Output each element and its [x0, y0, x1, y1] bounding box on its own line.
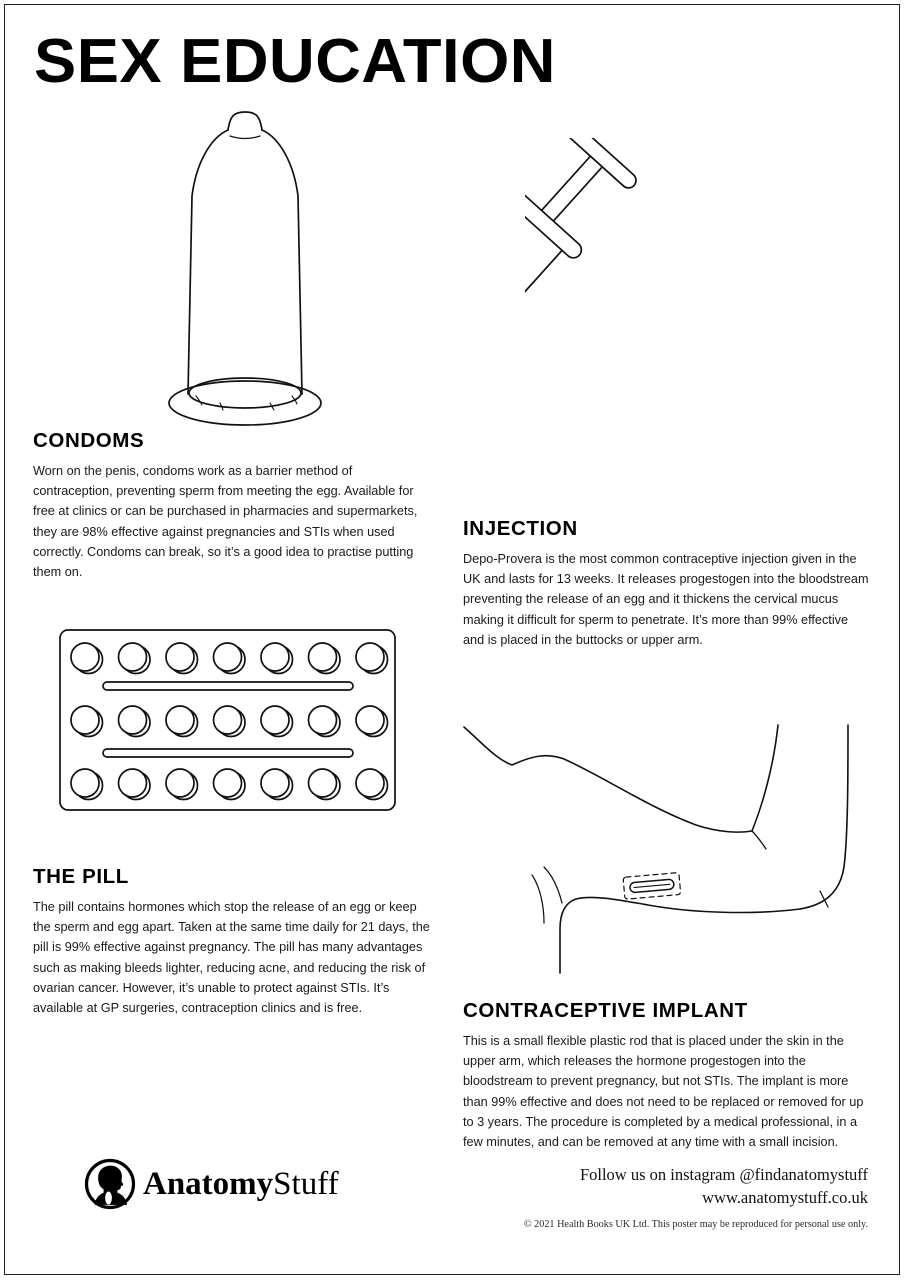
- condom-illustration: [150, 108, 340, 428]
- section-condoms: [33, 430, 430, 582]
- brand-wordmark: [143, 1167, 339, 1201]
- copyright-notice: © 2021 Health Books UK Ltd. This poster may be reproduced for personal use only.: [523, 1219, 868, 1230]
- footer-contact-block: [448, 1163, 868, 1231]
- arm-implant-illustration: [452, 715, 876, 980]
- section-the-pill: [33, 866, 433, 1018]
- section-contraceptive-implant: [463, 1000, 869, 1152]
- head-profile-in-circle-icon: [84, 1158, 136, 1210]
- brand-word-anatomy: Anatomy: [143, 1166, 274, 1202]
- pill-pack-illustration: [55, 625, 400, 815]
- section-heading-the-pill: THE PILL: [33, 865, 129, 888]
- syringe-illustration: [525, 138, 825, 523]
- section-injection: [463, 518, 869, 650]
- website-url-line[interactable]: www.anatomystuff.co.uk: [702, 1188, 868, 1207]
- section-body-contraceptive-implant: This is a small flexible plastic rod that is placed under the skin in the upper arm, which releases the hormone progestogen into the bloodstream to prevent pregnancy, but not STIs. The implant is more than 99% effective and does not need to be replaced or removed for up to 3 years. The procedure is completed by a medical professional, in a few minutes, and can be removed at any time with a small incision.: [463, 1034, 864, 1150]
- section-body-the-pill: The pill contains hormones which stop the release of an egg or keep the sperm and egg apart. Taken at the same time daily for 21 days, the pill is 99% effective against pregnancy. The pill has many advantages such as making bleeds lighter, reducing acne, and reducing the risk of ovarian cancer. However, it’s unable to protect against STIs. It’s available at GP surgeries, contraception clinics and is free.: [33, 900, 430, 1016]
- section-heading-contraceptive-implant: CONTRACEPTIVE IMPLANT: [463, 999, 748, 1022]
- page-title: SEX EDUCATION: [34, 27, 556, 96]
- section-body-injection: Depo-Provera is the most common contraceptive injection given in the UK and lasts for 13 weeks. It releases progestogen into the bloodstream preventing the release of an egg and it thickens the cervical mucus making it difficult for sperm to penetrate. It’s more than 99% effective and is placed in the buttocks or upper arm.: [463, 552, 869, 647]
- section-heading-injection: INJECTION: [463, 517, 578, 540]
- section-body-condoms: Worn on the penis, condoms work as a barrier method of contraception, preventing sperm from meeting the egg. Available for free at clinics or can be purchased in pharmacies and supermarkets, they are 98% effective against pregnancies and STIs when used correctly. Condoms can break, so it’s a good idea to practise putting them on.: [33, 464, 418, 580]
- instagram-handle-line: Follow us on instagram @findanatomystuff: [579, 1165, 868, 1184]
- brand-word-stuff: Stuff: [273, 1166, 339, 1202]
- brand-logo: [84, 1158, 339, 1210]
- section-heading-condoms: CONDOMS: [33, 429, 145, 452]
